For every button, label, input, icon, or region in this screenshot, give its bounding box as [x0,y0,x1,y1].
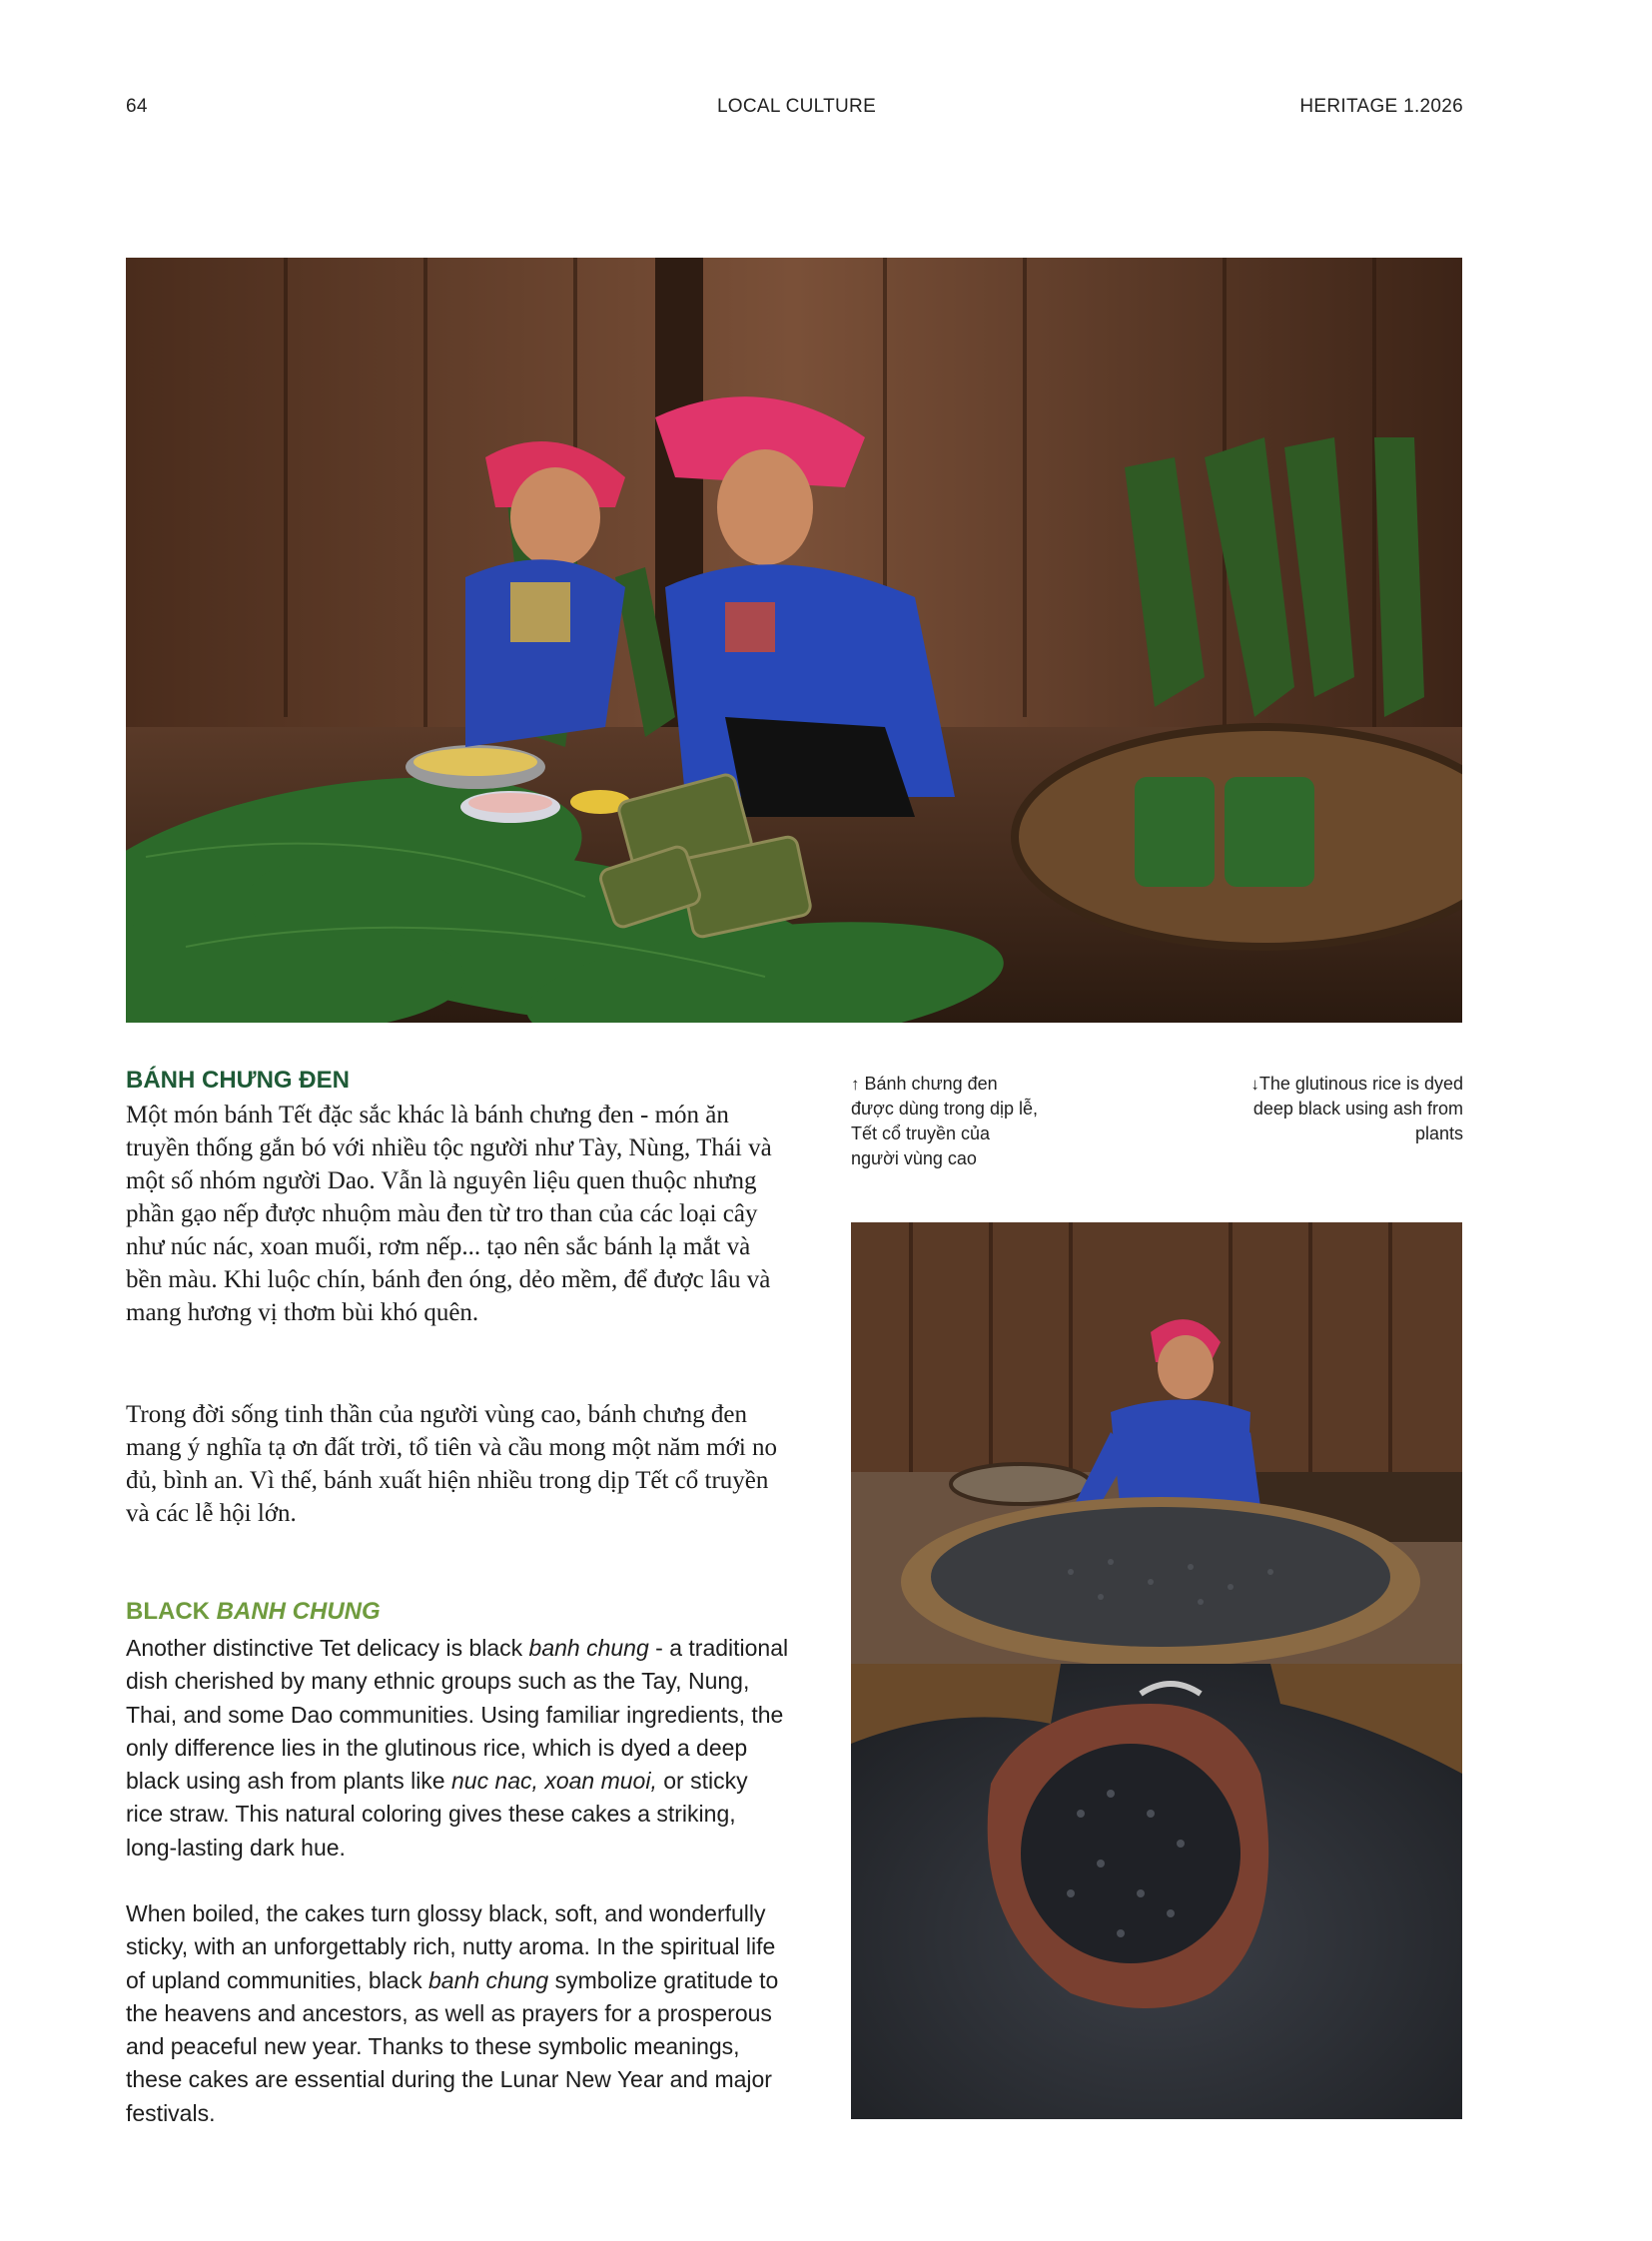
caption-vietnamese [851,1072,1041,1171]
caption-english [1243,1072,1463,1146]
english-heading-italic: BANH CHUNG [216,1598,381,1625]
en-p2-italic-term: banh chung [428,1966,549,1993]
en-p2-text-b: symbolize gratitude to the heavens and ancestors, as well as prayers for a prosperous and peaceful new year. Thanks to these symbolic meanings, these cakes are essential during the Lunar New Year and major festivals. [126,1966,779,2126]
en-p1-italic-term-2: nuc nac, xoan muoi, [451,1768,657,1795]
issue-label: HERITAGE 1.2026 [1299,96,1463,117]
english-heading-prefix: BLACK [126,1598,217,1625]
vietnamese-heading: BÁNH CHƯNG ĐEN [126,1067,350,1094]
en-p2-text-a: When boiled, the cakes turn glossy black, soft, and wonderfully sticky, with an unforgettably rich, nutty aroma. In the spiritual life of upland communities, black [126,1900,776,1993]
en-p1-text-b: - a traditional dish cherished by many ethnic groups such as the Tay, Nung, Thai, and some Dao communities. Using familiar ingredients, the only difference lies in the glutinous rice, which is dyed a deep black using ash from plants like [126,1635,789,1795]
vietnamese-paragraph-2: Trong đời sống tinh thần của người vùng cao, bánh chưng đen mang ý nghĩa tạ ơn đất trời, tổ tiên và cầu mong một năm mới no đủ, bình an. Vì thế, bánh xuất hiện nhiều trong dịp Tết cổ truyền và các lễ hội lớn. [126,1401,778,1527]
photo-hands-holding-black-rice [851,1664,1462,2119]
caption-vietnamese-text: Bánh chưng đen được dùng trong dịp lễ, Tết cổ truyền của người vùng cao [851,1074,1038,1168]
english-paragraph-1 [126,1632,790,1865]
english-paragraph-2 [126,1897,790,2130]
main-photo-wrapping-banh-chung [126,258,1462,1023]
vietnamese-paragraph-1: Một món bánh Tết đặc sắc khác là bánh chưng đen - món ăn truyền thống gắn bó với nhiều tộc người như Tày, Nùng, Thái và một số nhóm người Dao. Vẫn là nguyên liệu quen thuộc nhưng phần gạo nếp được nhuộm màu đen từ tro than của các loại cây như núc nác, xoan muối, rơm nếp... tạo nên sắc bánh lạ mắt và bền màu. Khi luộc chín, bánh đen óng, dẻo mềm, để được lâu và mang hương vị thơm bùi khó quên. [126,1102,772,1326]
photo-woman-black-rice-basket [851,1222,1462,1664]
page-number: 64 [126,96,148,117]
en-p1-text-c: or sticky rice straw. This natural coloring gives these cakes a striking, long-lasting dark hue. [126,1768,748,1861]
section-label: LOCAL CULTURE [716,96,877,117]
en-p1-text-a: Another distinctive Tet delicacy is black [126,1635,529,1661]
en-p1-italic-term-1: banh chung [528,1635,649,1661]
english-heading [126,1598,381,1626]
arrow-up-icon: ↑ [851,1075,860,1094]
arrow-down-icon: ↓ [1250,1075,1259,1094]
caption-english-text: The glutinous rice is dyed deep black using ash from plants [1252,1074,1463,1143]
